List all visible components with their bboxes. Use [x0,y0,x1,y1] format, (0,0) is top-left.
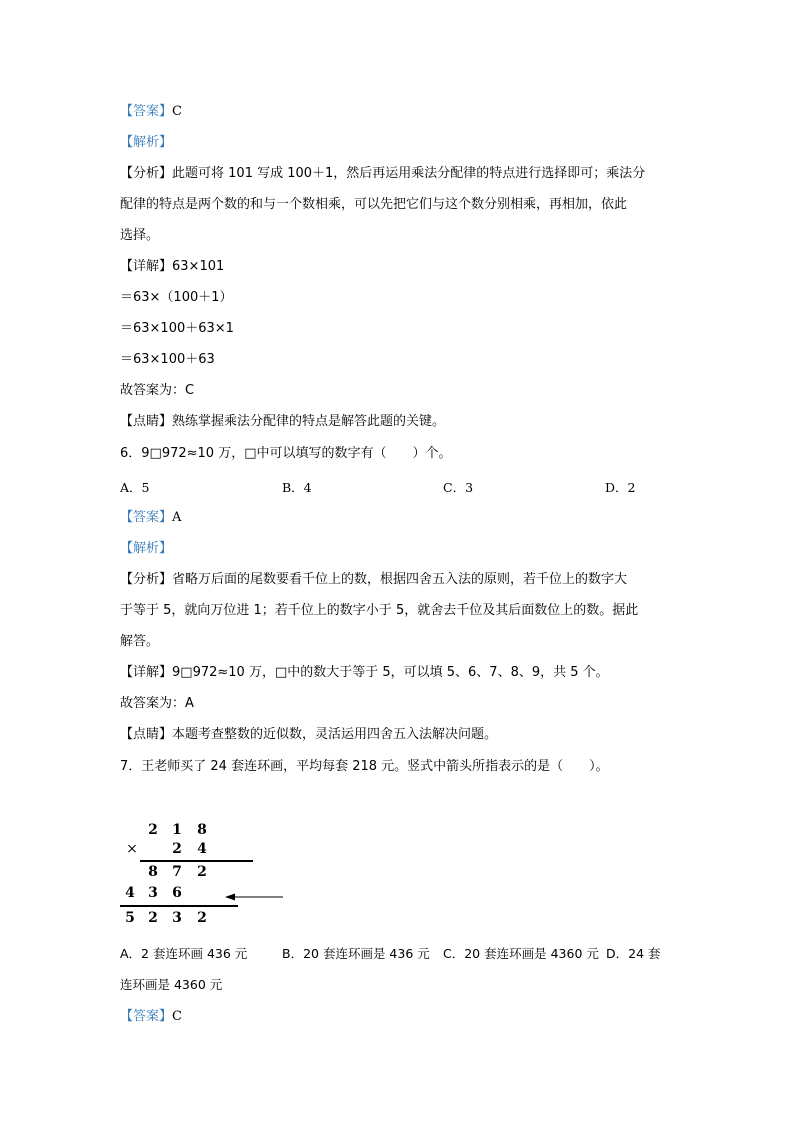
question-6: 6．9□972≈10 万，□中可以填写的数字有（ ）个。 [120,446,452,461]
fenxi-label: 【分析】 [120,166,173,181]
digit: 4 [197,841,207,857]
answer-value: C [172,1009,182,1024]
digit: 2 [172,841,182,857]
fenxi-text: 省略万后面的尾数要看千位上的数，根据四舍五入法的原则，若千位上的数字大 [172,572,628,587]
option-b: B．4 [282,480,312,495]
answer-label: 【答案】 [120,510,173,525]
multiplicand-row [120,821,260,839]
xiangjie-line [120,664,609,682]
answer-label: 【答案】 [120,104,173,119]
vertical-multiplication [120,818,280,926]
answer-label: 【答案】 [120,1009,173,1024]
dianjing-text: 本题考查整数的近似数，灵活运用四舍五入法解决问题。 [172,727,498,742]
calc-step: ＝63×100＋63 [120,352,215,367]
option-a: A．2 套连环画 436 元 [120,946,248,961]
multiplier-row [120,840,260,858]
answer-line [120,103,182,121]
xiangjie-label: 【详解】 [120,665,173,680]
dianjing-text: 熟练掌握乘法分配律的特点是解答此题的关键。 [172,414,446,429]
calc-step: ＝63×（100＋1） [120,290,233,305]
fenxi-line [120,571,627,589]
option-a: A．5 [120,480,150,495]
answer-line [120,509,181,527]
xiangjie-text: 63×101 [172,259,225,274]
option-c: C．3 [443,480,474,495]
partial-product-1 [120,863,260,881]
calc-step: ＝63×100＋63×1 [120,321,234,336]
xiangjie-label: 【详解】 [120,259,173,274]
product-row [120,909,260,927]
fenxi-text-line: 选择。 [120,228,160,243]
digit: 5 [125,910,135,926]
fenxi-text-line: 于等于 5，就向万位进 1；若千位上的数字小于 5，就舍去千位及其后面数位上的数。据此 [120,603,639,618]
option-d: D．24 套 [606,946,661,961]
question-7: 7．王老师买了 24 套连环画，平均每套 218 元。竖式中箭头所指表示的是（ ）。 [120,759,609,774]
rule-line [140,860,253,862]
arrow-icon [225,892,285,902]
fenxi-text-line: 配律的特点是两个数的和与一个数相乘，可以先把它们与这个数分别相乘，再相加，依此 [120,197,628,212]
digit: 4 [125,885,135,901]
conclusion: 故答案为：A [120,696,194,711]
times-sign: × [126,841,138,857]
rule-line [120,905,238,907]
digit: 2 [197,910,207,926]
answer-value: A [172,510,182,525]
digit: 8 [197,822,207,838]
option-b: B．20 套连环画是 436 元 [282,946,430,961]
xiangjie-text: 9□972≈10 万，□中的数大于等于 5，可以填 5、6、7、8、9，共 5 个。 [172,665,609,680]
option-d-continued: 连环画是 4360 元 [120,977,223,992]
digit: 6 [172,885,182,901]
answer-value: C [172,104,182,119]
digit: 2 [148,910,158,926]
digit: 2 [148,822,158,838]
option-d: D．2 [605,480,636,495]
xiangjie-line [120,258,224,276]
analysis-label: 【解析】 [120,135,173,150]
dianjing-line [120,413,445,431]
dianjing-label: 【点睛】 [120,727,173,742]
option-c: C．20 套连环画是 4360 元 [443,946,599,961]
digit: 2 [197,864,207,880]
fenxi-line [120,165,645,183]
fenxi-text-line: 解答。 [120,634,160,649]
conclusion: 故答案为：C [120,383,195,398]
digit: 8 [148,864,158,880]
digit: 3 [148,885,158,901]
analysis-label: 【解析】 [120,541,173,556]
dianjing-line [120,726,497,744]
digit: 3 [172,910,182,926]
digit: 1 [172,822,182,838]
answer-line [120,1008,182,1026]
fenxi-label: 【分析】 [120,572,173,587]
digit: 7 [172,864,182,880]
fenxi-text: 此题可将 101 写成 100＋1，然后再运用乘法分配律的特点进行选择即可；乘法分 [172,166,646,181]
dianjing-label: 【点睛】 [120,414,173,429]
